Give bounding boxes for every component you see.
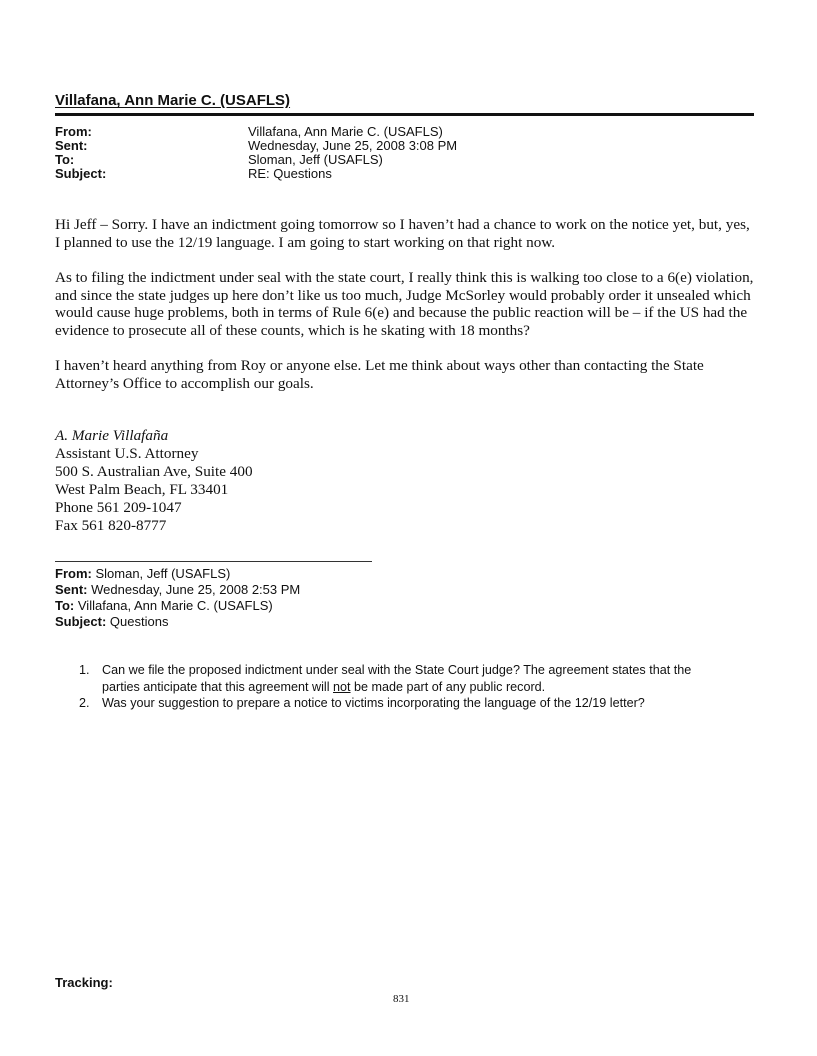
signature-title: Assistant U.S. Attorney: [55, 445, 199, 462]
signature-phone: Phone 561 209-1047: [55, 499, 182, 516]
email-meta: [55, 125, 457, 181]
meta-from-value: Villafana, Ann Marie C. (USAFLS): [248, 124, 443, 139]
forwarded-from-label: From:: [55, 566, 92, 581]
page-number: 831: [393, 993, 410, 1005]
forwarded-to-label: To:: [55, 598, 75, 613]
email-sender-header: Villafana, Ann Marie C. (USAFLS): [55, 92, 291, 109]
meta-subject-label: Subject:: [55, 166, 107, 181]
body-paragraph-1: Hi Jeff – Sorry. I have an indictment going tomorrow so I haven’t had a chance to work on the notice yet, but, yes, I planned to use the 12/19 language. I am going to start working on that right now.: [55, 216, 750, 251]
meta-sent-value: Wednesday, June 25, 2008 3:08 PM: [248, 138, 458, 153]
forwarded-subject-label: Subject:: [55, 614, 107, 629]
forwarded-subject-row: [55, 614, 300, 630]
signature-fax: Fax 561 820-8777: [55, 517, 167, 534]
question-text: Was your suggestion to prepare a notice to victims incorporating the language of the 12/19 letter?: [102, 696, 645, 710]
signature-address-line2: West Palm Beach, FL 33401: [55, 481, 229, 498]
header-divider: [55, 113, 754, 116]
meta-to-value: Sloman, Jeff (USAFLS): [248, 152, 383, 167]
signature-name: A. Marie Villafaña: [55, 427, 169, 444]
tracking-label: Tracking:: [55, 975, 113, 990]
question-item-1: [79, 662, 729, 695]
forwarded-divider: [55, 561, 372, 562]
question-underlined-word: not: [333, 679, 351, 694]
meta-subject-value: RE: Questions: [248, 166, 332, 181]
meta-sent-row: [55, 139, 457, 153]
meta-to-label: To:: [55, 152, 75, 167]
forwarded-from-value: Sloman, Jeff (USAFLS): [95, 566, 231, 581]
forwarded-sent-value: Wednesday, June 25, 2008 2:53 PM: [91, 582, 301, 597]
question-number: 2.: [79, 696, 90, 710]
question-text: [102, 662, 729, 695]
question-item-2: [79, 695, 729, 712]
meta-from-row: [55, 125, 457, 139]
forwarded-subject-value: Questions: [109, 614, 169, 629]
forwarded-sent-label: Sent:: [55, 582, 88, 597]
meta-sent-label: Sent:: [55, 138, 88, 153]
meta-to-row: [55, 153, 457, 167]
forwarded-sent-row: [55, 582, 300, 598]
forwarded-meta: [55, 566, 300, 630]
meta-subject-row: [55, 167, 457, 181]
meta-from-label: From:: [55, 124, 92, 139]
question-text-part: be made part of any public record.: [350, 679, 546, 694]
forwarded-to-row: [55, 598, 300, 614]
question-number: 1.: [79, 663, 90, 677]
forwarded-to-value: Villafana, Ann Marie C. (USAFLS): [77, 598, 273, 613]
questions-list: [79, 662, 729, 712]
body-paragraph-2: As to filing the indictment under seal with the state court, I really think this is walking too close to a 6(e) violation, and since the state judges up here don’t like us too much, Judge McSorley would probably order it unsealed which would cause huge problems, both in terms of Rule 6(e) and because the public reaction will be – if the US had the evidence to prosecute all of these counts, which is he skating with 18 months?: [55, 269, 754, 339]
signature-address-line1: 500 S. Australian Ave, Suite 400: [55, 463, 253, 480]
forwarded-from-row: [55, 566, 300, 582]
signature-block: [55, 427, 253, 535]
body-paragraph-3: I haven’t heard anything from Roy or anyone else. Let me think about ways other than contacting the State Attorney’s Office to accomplish our goals.: [55, 357, 704, 392]
question-text-part: Can we file the proposed indictment under seal with the State Court judge? The agreement states that the parties anticipate that this agreement will: [102, 663, 692, 694]
